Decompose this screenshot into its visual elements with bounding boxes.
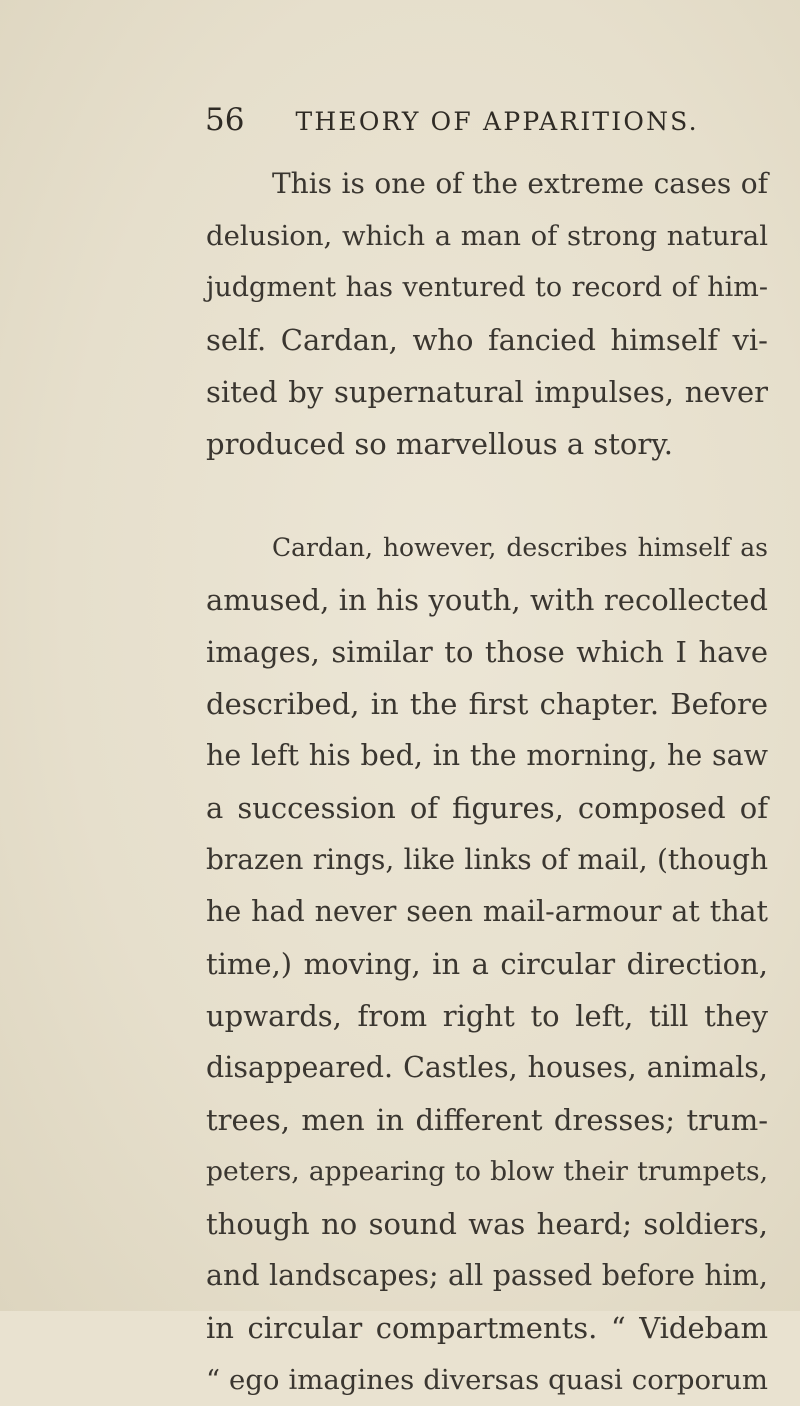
text-line: amused, in his youth, with recollected bbox=[206, 583, 768, 617]
body-text bbox=[206, 158, 768, 1406]
text-line: “ ego imagines diversas quasi corporum bbox=[206, 1364, 768, 1396]
text-line: a succession of figures, composed of bbox=[206, 791, 768, 825]
text-line: trees, men in different dresses; trum- bbox=[206, 1103, 768, 1137]
text-line: self. Cardan, who fancied himself vi- bbox=[206, 323, 768, 357]
text-line: judgment has ventured to record of him- bbox=[206, 272, 768, 303]
paragraph-2 bbox=[206, 522, 768, 1406]
text-line: and landscapes; all passed before him, bbox=[206, 1259, 768, 1292]
paragraph-gap bbox=[206, 470, 768, 522]
paragraph-1 bbox=[206, 158, 768, 470]
text-line: he had never seen mail-armour at that bbox=[206, 895, 768, 928]
text-line: though no sound was heard; soldiers, bbox=[206, 1207, 768, 1241]
text-line: This is one of the extreme cases of bbox=[272, 167, 768, 200]
text-line: he left his bed, in the morning, he saw bbox=[206, 739, 768, 772]
text-line: delusion, which a man of strong natural bbox=[206, 220, 768, 252]
text-line: Cardan, however, describes himself as bbox=[272, 533, 768, 562]
text-line: disappeared. Castles, houses, animals, bbox=[206, 1051, 768, 1084]
text-line: described, in the first chapter. Before bbox=[206, 687, 768, 721]
running-title: THEORY OF APPARITIONS. bbox=[295, 107, 699, 136]
running-header bbox=[205, 102, 699, 138]
text-line: sited by supernatural impulses, never bbox=[206, 375, 768, 409]
page-number: 56 bbox=[205, 102, 245, 138]
text-line: images, similar to those which I have bbox=[206, 635, 768, 669]
text-line: upwards, from right to left, till they bbox=[206, 999, 768, 1033]
text-line: in circular compartments. “ Videbam bbox=[206, 1311, 768, 1345]
text-line: produced so marvellous a story. bbox=[206, 427, 673, 461]
text-line: peters, appearing to blow their trumpets, bbox=[206, 1156, 768, 1187]
text-line: time,) moving, in a circular direction, bbox=[206, 947, 768, 981]
text-line: brazen rings, like links of mail, (though bbox=[206, 843, 768, 876]
